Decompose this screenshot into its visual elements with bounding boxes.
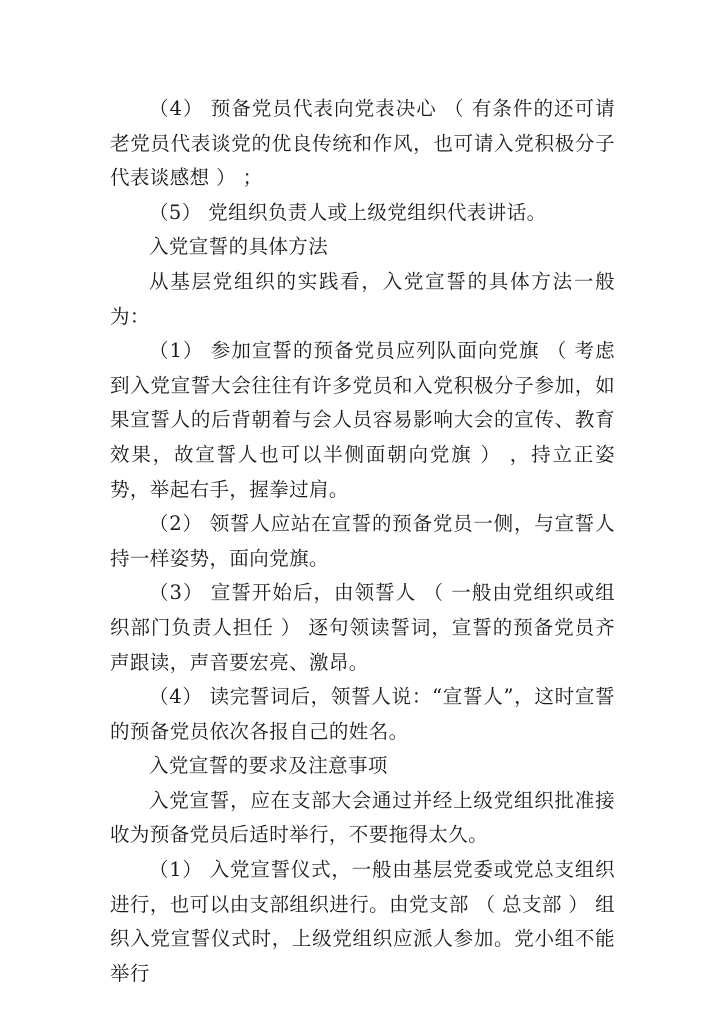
paragraph-item-4-pledge: （4） 预备党员代表向党表决心 （ 有条件的还可请老党员代表谈党的优良传统和作风，也可请入党积极分子代表谈感想 ） ； (110, 97, 615, 190)
paragraph-methods-intro: 从基层党组织的实践看，入党宣誓的具体方法一般为： (110, 269, 615, 328)
paragraph-requirement-1: （1） 入党宣誓仪式，一般由基层党委或党总支组织进行，也可以由支部组织进行。由党支部 （ 总支部 ） 组织入党宣誓仪式时，上级党组织应派人参加。党小组不能举行 (110, 858, 615, 985)
paragraph-item-5-speech: （5） 党组织负责人或上级党组织代表讲话。 (149, 200, 547, 224)
document-body (110, 92, 615, 991)
paragraph-method-4: （4） 读完誓词后，领誓人说：“宣誓人”，这时宣誓的预备党员依次各报自己的姓名。 (110, 685, 615, 743)
paragraph-method-1: （1） 参加宣誓的预备党员应列队面向党旗 （ 考虑到入党宣誓大会往往有许多党员和入党积极分子参加，如果宣誓人的后背朝着与会人员容易影响大会的宣传、教育效果，故宣誓人也可以半侧面朝向党旗 ） ，持立正姿势，举起右手，握拳过肩。 (110, 339, 615, 501)
section-heading-methods: 入党宣誓的具体方法 (149, 235, 329, 259)
paragraph-method-3: （3） 宣誓开始后，由领誓人 （ 一般由党组织或组织部门负责人担任 ） 逐句领读誓词，宣誓的预备党员齐声跟读，声音要宏亮、激昂。 (110, 581, 615, 674)
paragraph-requirements-intro: 入党宣誓，应在支部大会通过并经上级党组织批准接收为预备党员后适时举行，不要拖得太久。 (110, 788, 615, 847)
paragraph-method-2: （2） 领誓人应站在宣誓的预备党员一侧，与宣誓人持一样姿势，面向党旗。 (110, 512, 615, 570)
section-heading-requirements: 入党宣誓的要求及注意事项 (149, 754, 388, 778)
